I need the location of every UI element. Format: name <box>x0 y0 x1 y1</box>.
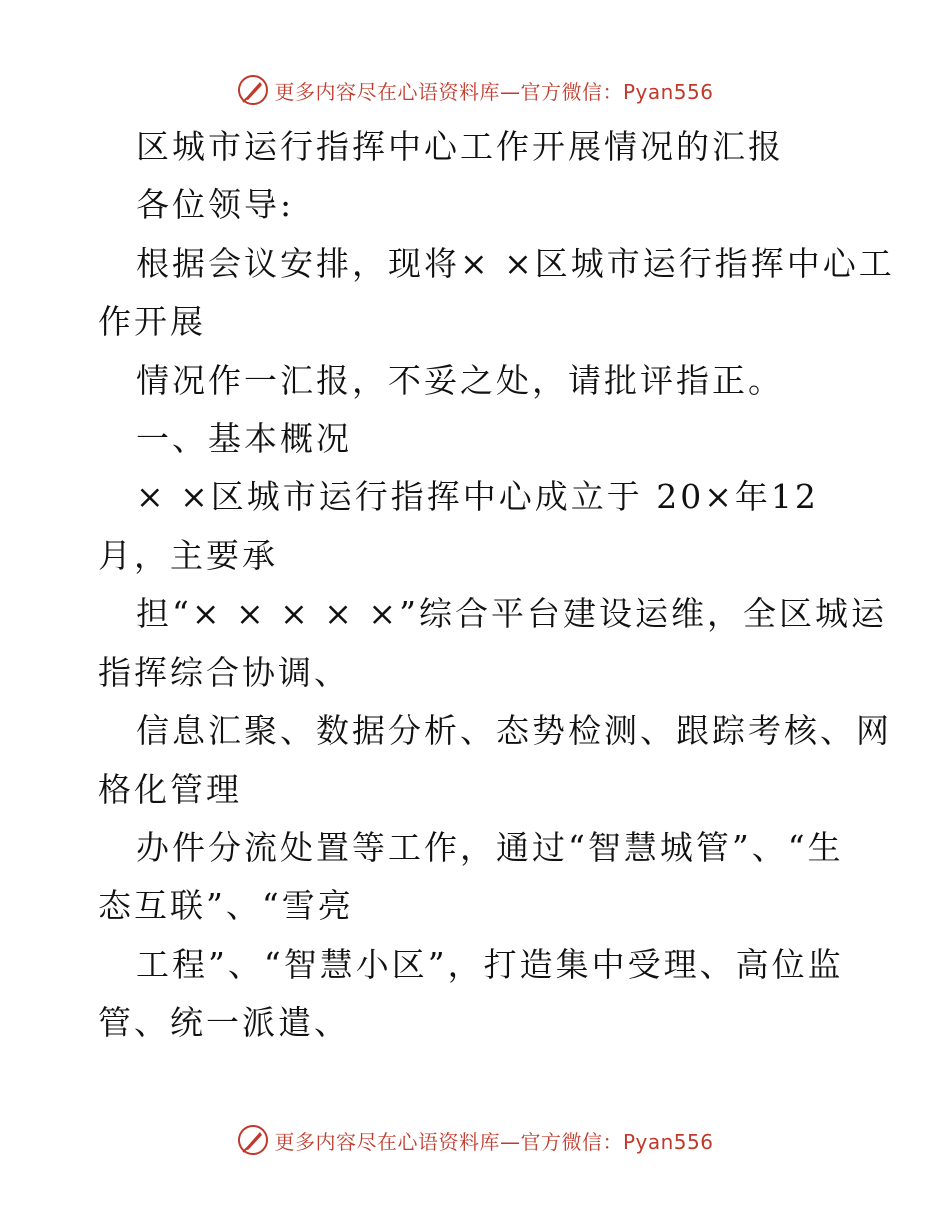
footer-watermark <box>0 1120 950 1160</box>
quill-logo-icon <box>236 1123 270 1157</box>
header-watermark <box>0 70 950 110</box>
paragraph-line: 格化管理 <box>98 770 242 809</box>
paragraph-line: 作开展 <box>98 302 206 341</box>
paragraph-line: 担“× × × × ×”综合平台建设运维，全区城运 <box>136 594 887 633</box>
salutation: 各位领导: <box>136 185 295 224</box>
paragraph-line: 办件分流处置等工作，通过“智慧城管”、“生 <box>136 828 844 867</box>
section-heading: 一、基本概况 <box>136 419 352 458</box>
paragraph-line: 根据会议安排，现将× ×区城市运行指挥中心工 <box>136 244 895 283</box>
paragraph-line: 工程”、“智慧小区”，打造集中受理、高位监 <box>136 945 844 984</box>
paragraph-line: 指挥综合协调、 <box>98 653 350 692</box>
paragraph-line: 管、统一派遣、 <box>98 1003 350 1042</box>
paragraph-line: 态互联”、“雪亮 <box>98 886 354 925</box>
paragraph-line: 信息汇聚、数据分析、态势检测、跟踪考核、网 <box>136 711 892 750</box>
watermark-text: 更多内容尽在心语资料库—官方微信：Pyan556 <box>274 79 714 104</box>
paragraph-line: × ×区城市运行指挥中心成立于 20×年12 <box>136 477 819 516</box>
document-title: 区城市运行指挥中心工作开展情况的汇报 <box>136 127 784 166</box>
quill-logo-icon <box>236 73 270 107</box>
paragraph-line: 情况作一汇报，不妥之处，请批评指正。 <box>136 361 784 400</box>
watermark-text: 更多内容尽在心语资料库—官方微信：Pyan556 <box>274 1129 714 1154</box>
paragraph-line: 月，主要承 <box>98 536 278 575</box>
